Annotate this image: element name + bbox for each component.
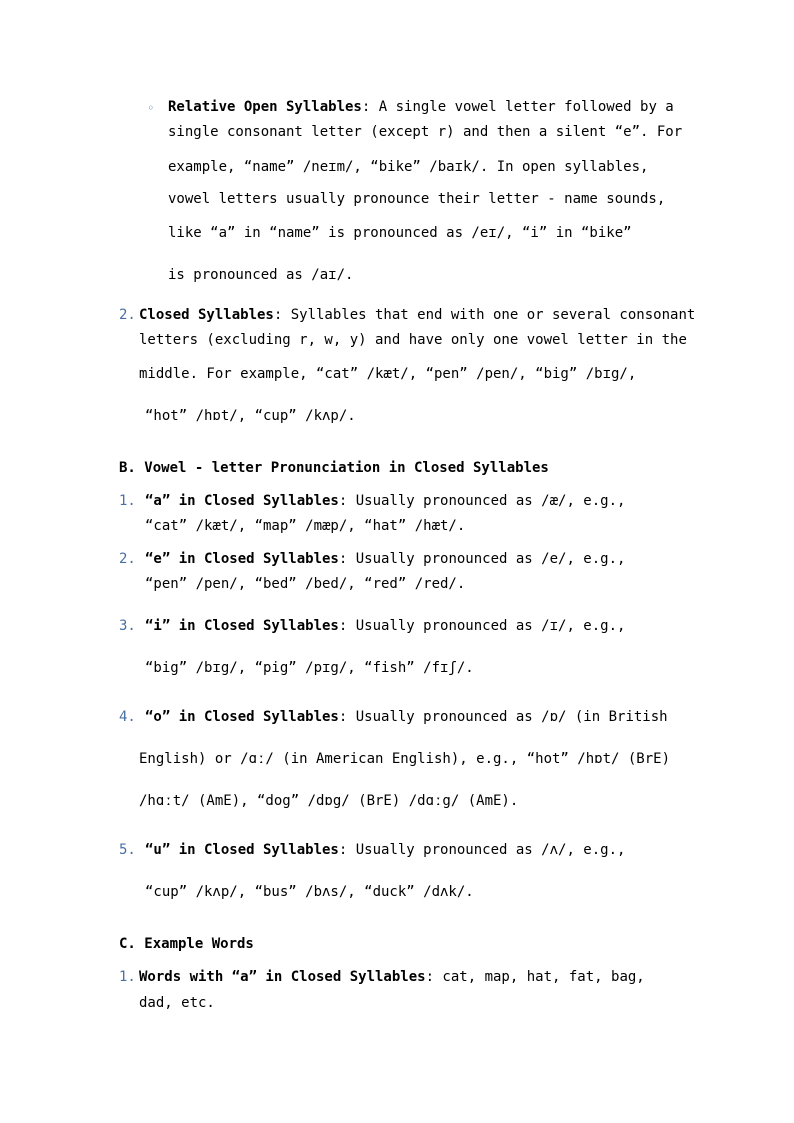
text-line: English) or /ɑː/ (in American English), e.g., “hot” /hɒt/ (BrE) — [139, 751, 671, 767]
list-number: 3. — [119, 618, 136, 634]
text: : Usually pronounced as /ʌ/, e.g., — [338, 842, 626, 858]
open-syllables-term: Relative Open Syllables — [168, 99, 362, 115]
item-term: “i” in Closed Syllables — [145, 618, 339, 634]
list-item — [139, 969, 645, 985]
text-line: vowel letters usually pronounce their letter - name sounds, — [168, 191, 666, 207]
item-term: Words with “a” in Closed Syllables — [139, 969, 426, 985]
text-line: “pen” /pen/, “bed” /bed/, “red” /red/. — [145, 576, 466, 592]
text: : A single vowel letter followed by a — [361, 99, 674, 115]
text: : Usually pronounced as /ɪ/, e.g., — [338, 618, 626, 634]
list-number: 5. — [119, 842, 136, 858]
list-number: 1. — [119, 493, 136, 509]
section-c-heading: C. Example Words — [119, 936, 254, 952]
text-line: /hɑːt/ (AmE), “dog” /dɒg/ (BrE) /dɑːg/ (AmE). — [139, 793, 519, 809]
item-term: “e” in Closed Syllables — [145, 551, 339, 567]
text-line: dad, etc. — [139, 995, 215, 1011]
list-item — [145, 842, 625, 858]
text-line: is pronounced as /aɪ/. — [168, 267, 354, 283]
text-line: “big” /bɪg/, “pig” /pɪg/, “fish” /fɪʃ/. — [145, 660, 474, 676]
text-line: “hot” /hɒt/, “cup” /kʌp/. — [145, 408, 356, 424]
text-line: single consonant letter (except r) and then a silent “e”. For — [168, 124, 683, 140]
text-line: letters (excluding r, w, y) and have only one vowel letter in the — [139, 332, 687, 348]
text: : Usually pronounced as /e/, e.g., — [338, 551, 626, 567]
item-term: “u” in Closed Syllables — [145, 842, 339, 858]
list-item — [145, 551, 625, 567]
list-item — [145, 618, 625, 634]
text-line: like “a” in “name” is pronounced as /eɪ/, “i” in “bike” — [168, 225, 632, 241]
item-term: “o” in Closed Syllables — [145, 709, 339, 725]
text: : Usually pronounced as /æ/, e.g., — [338, 493, 626, 509]
list-item — [145, 709, 668, 725]
text-line: “cup” /kʌp/, “bus” /bʌs/, “duck” /dʌk/. — [145, 884, 474, 900]
list-bullet: ◦ — [147, 101, 155, 115]
text: : cat, map, hat, fat, bag, — [425, 969, 645, 985]
item-term: “a” in Closed Syllables — [145, 493, 339, 509]
text: : Syllables that end with one or several consonant — [273, 307, 696, 323]
list-number: 1. — [119, 969, 136, 985]
text-line: “cat” /kæt/, “map” /mæp/, “hat” /hæt/. — [145, 518, 466, 534]
closed-syllables-term: Closed Syllables — [139, 307, 274, 323]
list-number: 2. — [119, 307, 136, 323]
text-line: example, “name” /neɪm/, “bike” /baɪk/. In open syllables, — [168, 159, 649, 175]
list-number: 4. — [119, 709, 136, 725]
open-syllables-line-1 — [168, 99, 674, 115]
section-b-heading: B. Vowel - letter Pronunciation in Closed Syllables — [119, 460, 549, 476]
text: : Usually pronounced as /ɒ/ (in British — [338, 709, 668, 725]
text-line: middle. For example, “cat” /kæt/, “pen” /pen/, “big” /bɪg/, — [139, 366, 637, 382]
list-item — [145, 493, 625, 509]
closed-syllables-line-1 — [139, 307, 695, 323]
list-number: 2. — [119, 551, 136, 567]
